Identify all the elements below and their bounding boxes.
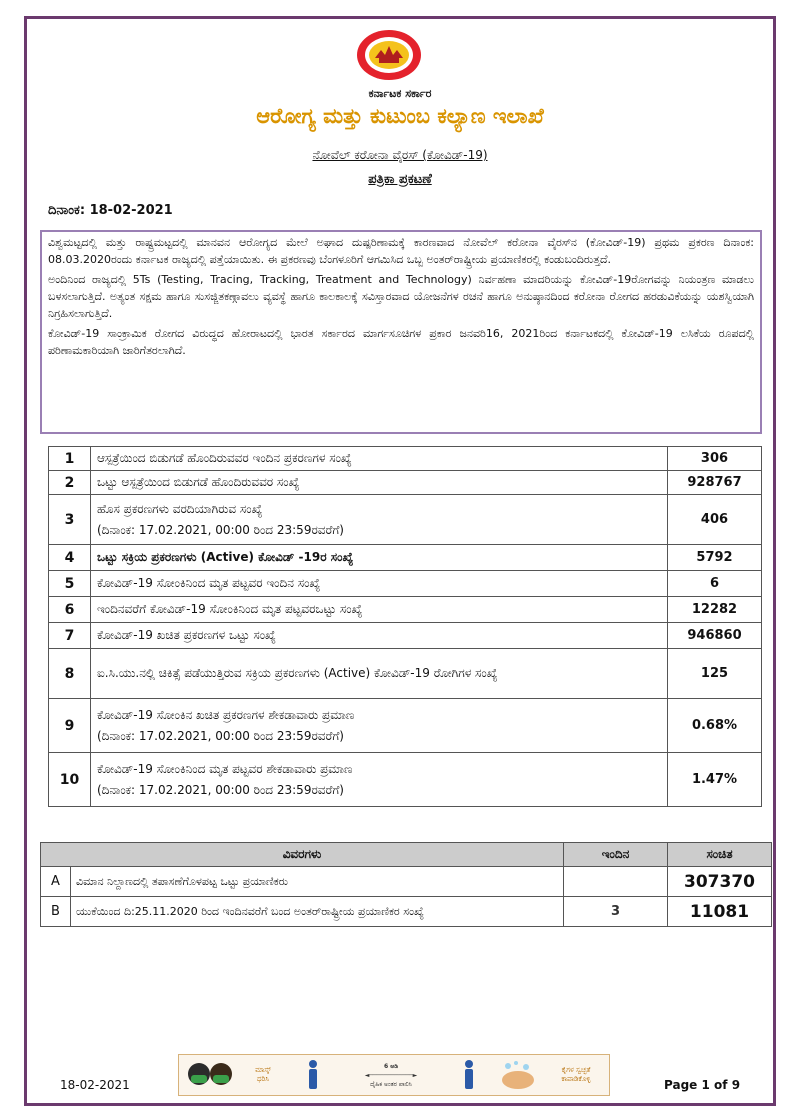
row-label: ಇಂದಿನವರೆಗೆ ಕೋವಿಡ್-19 ಸೋಂಕಿನಿಂದ ಮೃತ ಪಟ್ಟವರಒಟ್ಟು ಸಂಖ್ಯೆ <box>91 597 668 623</box>
row-cumulative: 11081 <box>668 897 772 927</box>
covid-safety-banner <box>178 1054 610 1096</box>
row-label: ಕೋವಿಡ್-19 ಸೋಂಕಿನ ಖಚಿತ ಪ್ರಕರಣಗಳ ಶೇಕಡಾವಾರು ಪ್ರಮಾಣ <box>97 707 355 722</box>
row-id: A <box>41 867 71 897</box>
travel-table <box>40 842 772 927</box>
table-row <box>41 867 772 897</box>
intro-paragraph: ಕೋವಿಡ್-19 ಸಾಂಕ್ರಾಮಿಕ ರೋಗದ ವಿರುದ್ಧದ ಹೋರಾಟದಲ್ಲಿ ಭಾರತ ಸರ್ಕಾರದ ಮಾರ್ಗಸೂಚಿಗಳ ಪ್ರಕಾರ ಜನವರಿ16, 2021ರಿಂದ ಕರ್ನಾಟಕದಲ್ಲಿ ಕೋವಿಡ್-19 ಲಸಿಕೆಯ ರೂಪದಲ್ಲಿ ಪರಿಣಾಮಕಾರಿಯಾಗಿ ಜಾರಿಗೆತರಲಾಗಿದೆ. <box>48 327 754 357</box>
table-row <box>49 649 762 699</box>
table-row <box>49 571 762 597</box>
row-number: 10 <box>49 753 91 807</box>
table-row <box>49 753 762 807</box>
karnataka-emblem-logo <box>349 28 429 82</box>
row-date-note: (ದಿನಾಂಕ: 17.02.2021, 00:00 ರಿಂದ 23:59ರವರೆಗೆ) <box>97 522 344 537</box>
intro-paragraph: ಅಂದಿನಿಂದ ರಾಜ್ಯದಲ್ಲಿ 5Ts (Testing, Tracing, Tracking, Treatment and Technology) ನಿರ್ವಹಣಾ ಮಾದರಿಯನ್ನು ಕೋವಿಡ್-19ರೋಗವನ್ನು ನಿಯಂತ್ರಣ ಮಾಡಲು ಬಳಸಲಾಗುತ್ತಿದೆ. ಅತ್ಯಂತ ಸಕ್ಷಮ ಹಾಗೂ ಸುಸಜ್ಜಿತಕಣ್ಗಾವಲು ವ್ಯವಸ್ಥೆ ಹಾಗೂ ಕಾಲಕಾಲಕ್ಕೆ ಸವಿಸ್ತಾರವಾದ ಯೋಜನೆಗಳ ರಚನೆ ಹಾಗೂ ಅನುಷ್ಠಾನದಿಂದ ಕರೋನಾ ರೋಗದ ಹರಡುವಿಕೆಯನ್ನು ಯಶಸ್ವಿಯಾಗಿ ನಿಗ್ರಹಿಸಲಾಗುತ್ತಿದೆ. <box>48 273 754 320</box>
statistics-table <box>48 446 762 807</box>
row-id: B <box>41 897 71 927</box>
row-value: 0.68% <box>668 699 762 753</box>
row-label: ಕೋವಿಡ್-19 ಖಚಿತ ಪ್ರಕರಣಗಳ ಒಟ್ಟು ಸಂಖ್ಯೆ <box>91 623 668 649</box>
row-label: ಹೊಸ ಪ್ರಕರಣಗಳು ವರದಿಯಾಗಿರುವ ಸಂಖ್ಯೆ <box>97 501 263 516</box>
header-today: ಇಂದಿನ <box>564 843 668 867</box>
row-label: ಒಟ್ಟು ಆಸ್ಪತ್ರೆಯಿಂದ ಬಿಡುಗಡೆ ಹೊಂದಿರುವವರ ಸಂಖ್ಯೆ <box>91 471 668 495</box>
intro-paragraph: ವಿಶ್ವಮಟ್ಟದಲ್ಲಿ ಮತ್ತು ರಾಷ್ಟ್ರಮಟ್ಟದಲ್ಲಿ ಮಾನವನ ಆರೋಗ್ಯದ ಮೇಲೆ ಅಘಾದ ದುಷ್ಪರಿಣಾಮಕ್ಕೆ ಕಾರಣವಾದ ನೋವೆಲ್ ಕರೋನಾ ವೈರಸ್‍ನ (ಕೋವಿಡ್-19) ಪ್ರಥಮ ಪ್ರಕರಣ ದಿನಾಂಕ: 08.03.2020ರಂದು ಕರ್ನಾಟಕ ರಾಜ್ಯದಲ್ಲಿ ಪತ್ತೆಯಾಯಿತು. ಈ ಪ್ರಕರಣವು ಬೆಂಗಳೂರಿಗೆ ಆಗಮಿಸಿದ ಒಬ್ಬ ಅಂತರ್‌ರಾಷ್ಟ್ರೀಯ ಪ್ರಯಾಣಿಕರಲ್ಲಿ ಕಂಡುಬಂದಿರುತ್ತದೆ. <box>48 236 754 266</box>
date-value: 18-02-2021 <box>89 203 173 218</box>
date-label: ದಿನಾಂಕ: <box>48 203 86 218</box>
hands-slogan <box>545 1055 607 1095</box>
double-arrow-icon: ◄────────────► <box>364 1071 418 1079</box>
row-label: ಕೋವಿಡ್-19 ಸೋಂಕಿನಿಂದ ಮೃತ ಪಟ್ಟವರ ಶೇಕಡಾವಾರು ಪ್ರಮಾಣ <box>97 761 353 776</box>
page-label: Page <box>664 1078 698 1092</box>
row-label: ವಿಮಾನ ನಿಲ್ದಾಣದಲ್ಲಿ ತಪಾಸಣೆಗೊಳಪಟ್ಟ ಒಟ್ಟು ಪ್ರಯಾಣಿಕರು <box>71 867 564 897</box>
distance-value: 6 ಅಡಿ <box>384 1062 398 1070</box>
row-label: ಕೋವಿಡ್-19 ಸೋಂಕಿನಿಂದ ಮೃತ ಪಟ್ಟವರ ಇಂದಿನ ಸಂಖ್ಯೆ <box>91 571 668 597</box>
row-cumulative: 307370 <box>668 867 772 897</box>
mask-slogan-line: ಧರಿಸಿ <box>257 1075 269 1083</box>
row-date-note: (ದಿನಾಂಕ: 17.02.2021, 00:00 ರಿಂದ 23:59ರವರೆಗೆ) <box>97 728 344 743</box>
row-value: 125 <box>668 649 762 699</box>
table-row <box>49 545 762 571</box>
mask-slogan-line: ಮಾಸ್ಕ್ <box>255 1066 271 1074</box>
hands-slogan-line: ಕಾಪಾಡಿಕೊಳ್ಳಿ <box>561 1075 591 1083</box>
table-row <box>49 597 762 623</box>
row-number: 5 <box>49 571 91 597</box>
row-number: 2 <box>49 471 91 495</box>
row-label: ಒಟ್ಟು ಸಕ್ರಿಯ ಪ್ರಕರಣಗಳು (Active) ಕೋವಿಡ್ -19ರ ಸಂಖ್ಯೆ <box>91 545 668 571</box>
department-title: ಆರೋಗ್ಯ ಮತ್ತು ಕುಟುಂಬ ಕಲ್ಯಾಣ ಇಲಾಖೆ <box>256 104 544 128</box>
row-label-cell <box>91 753 668 807</box>
page-total: 9 <box>731 1078 741 1092</box>
row-value: 406 <box>668 495 762 545</box>
distance-indicator <box>329 1055 453 1095</box>
row-label-cell <box>91 495 668 545</box>
row-number: 9 <box>49 699 91 753</box>
table-header-row <box>41 843 772 867</box>
intro-box <box>40 230 762 434</box>
bulletin-date <box>48 203 173 218</box>
person-icon <box>297 1055 329 1095</box>
distance-label: ದೈಹಿಕ ಅಂತರ ಪಾಲಿಸಿ <box>370 1080 412 1088</box>
page-number <box>664 1078 740 1092</box>
row-number: 7 <box>49 623 91 649</box>
row-number: 4 <box>49 545 91 571</box>
row-number: 6 <box>49 597 91 623</box>
row-value: 928767 <box>668 471 762 495</box>
row-value: 12282 <box>668 597 762 623</box>
page-of-label: of <box>714 1078 728 1092</box>
row-value: 5792 <box>668 545 762 571</box>
press-release-title: ಪತ್ರಿಕಾ ಪ್ರಕಟಣೆ <box>368 172 432 187</box>
row-value: 1.47% <box>668 753 762 807</box>
table-row <box>49 699 762 753</box>
subject-title: ನೋವೆಲ್ ಕರೋನಾ ವೈರಸ್ (ಕೋವಿಡ್-19) <box>312 148 488 162</box>
header-details: ವಿವರಗಳು <box>41 843 564 867</box>
hand-wash-icon <box>493 1055 543 1095</box>
row-label: ಐ.ಸಿ.ಯು.ನಲ್ಲಿ ಚಿಕಿತ್ಸೆ ಪಡೆಯುತ್ತಿರುವ ಸಕ್ರಿಯ ಪ್ರಕರಣಗಳು (Active) ಕೋವಿಡ್-19 ರೋಗಿಗಳ ಸಂಖ್ಯೆ <box>91 649 668 699</box>
table-row <box>49 623 762 649</box>
row-label: ಆಸ್ಪತ್ರೆಯಿಂದ ಬಿಡುಗಡೆ ಹೊಂದಿರುವವರ ಇಂದಿನ ಪ್ರಕರಣಗಳ ಸಂಖ್ಯೆ <box>91 447 668 471</box>
row-today: 3 <box>564 897 668 927</box>
row-number: 3 <box>49 495 91 545</box>
row-today <box>564 867 668 897</box>
page-current: 1 <box>701 1078 710 1092</box>
person-icon <box>453 1055 485 1095</box>
table-row <box>49 471 762 495</box>
mask-faces-icon <box>183 1055 237 1095</box>
row-label: ಯುಕೆಯಿಂದ ದಿ:25.11.2020 ರಿಂದ ಇಂದಿನವರೆಗೆ ಬಂದ ಅಂತರ್‌ರಾಷ್ಟ್ರೀಯ ಪ್ರಯಾಣಿಕರ ಸಂಖ್ಯೆ <box>71 897 564 927</box>
footer-date: 18-02-2021 <box>60 1078 130 1092</box>
row-value: 6 <box>668 571 762 597</box>
header-cumulative: ಸಂಚಿತ <box>668 843 772 867</box>
hands-slogan-line: ಕೈಗಳ ಸ್ವಚ್ಛತೆ <box>561 1066 591 1074</box>
row-value: 306 <box>668 447 762 471</box>
table-row <box>49 495 762 545</box>
table-row <box>49 447 762 471</box>
government-name: ಕರ್ನಾಟಕ ಸರ್ಕಾರ <box>368 87 432 100</box>
row-number: 8 <box>49 649 91 699</box>
row-label-cell <box>91 699 668 753</box>
table-row <box>41 897 772 927</box>
row-date-note: (ದಿನಾಂಕ: 17.02.2021, 00:00 ರಿಂದ 23:59ರವರೆಗೆ) <box>97 782 344 797</box>
row-value: 946860 <box>668 623 762 649</box>
mask-slogan <box>241 1055 285 1095</box>
row-number: 1 <box>49 447 91 471</box>
